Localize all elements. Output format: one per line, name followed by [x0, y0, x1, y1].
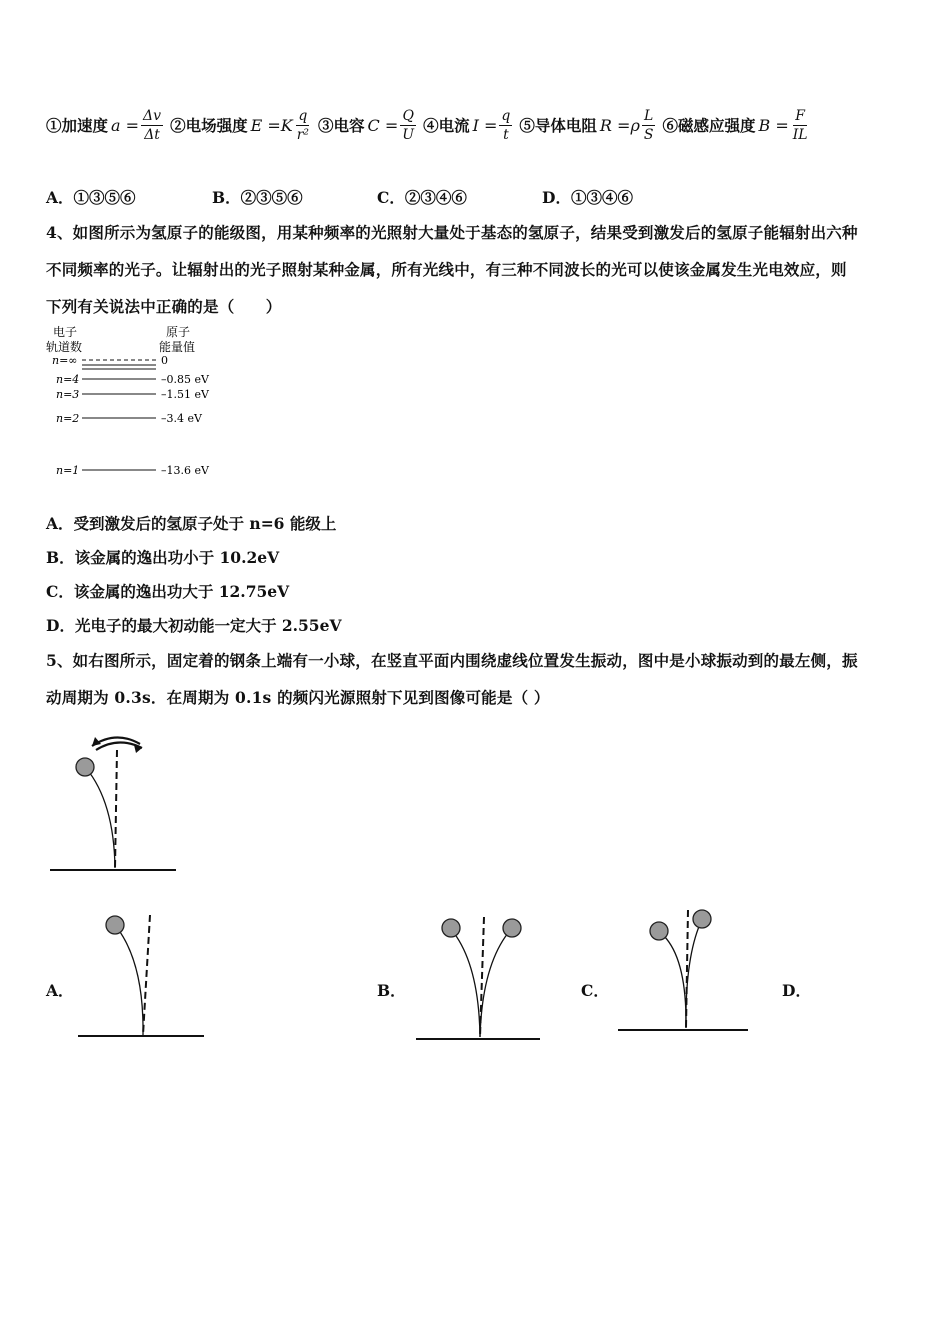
- fraction-denominator: S: [643, 126, 654, 143]
- fraction-numerator: Δv: [143, 107, 162, 124]
- q4-option-d: D．光电子的最大初动能一定大于 2.55eV: [46, 616, 342, 635]
- formula-lhs: C =: [367, 115, 399, 135]
- fraction-denominator: r²: [296, 126, 310, 143]
- formula-lhs: E =K: [250, 115, 293, 135]
- q5-option-a-label: A．: [46, 981, 74, 1000]
- formula-label-6: ⑥磁感应强度: [662, 116, 756, 135]
- q5-option-b-figure: [412, 905, 547, 1045]
- fraction: [642, 107, 656, 144]
- level-label-inf: n=∞: [52, 354, 78, 367]
- formula-lhs: a =: [111, 115, 140, 135]
- formula-2: [251, 107, 311, 144]
- option-b-ball-left: [442, 919, 460, 937]
- formula-label-2: ②电场强度: [170, 116, 248, 135]
- fraction-numerator: L: [644, 107, 654, 124]
- formula-3: [368, 107, 417, 144]
- level-energy-3: –1.51 eV: [161, 388, 209, 401]
- fraction-numerator: F: [795, 107, 805, 124]
- fraction: [791, 107, 810, 144]
- option-c-rod-right: [686, 924, 700, 1028]
- option-c-ball-left: [650, 922, 668, 940]
- q5-option-a-figure: [74, 905, 209, 1045]
- q5-stem-line-2: 动周期为 0.3s．在周期为 0.1s 的频闪光源照射下见到图像可能是（ ）: [46, 688, 550, 707]
- diagram-right-header-2: 能量值: [159, 340, 196, 354]
- level-energy-inf: 0: [161, 354, 168, 367]
- fraction-denominator: IL: [792, 126, 808, 143]
- q4-stem-line-3: 下列有关说法中正确的是（ ）: [46, 297, 282, 316]
- steel-rod: [86, 768, 115, 868]
- formula-lhs: I =: [472, 115, 498, 135]
- diagram-left-header-1: 电子: [53, 325, 78, 339]
- q4-stem-line-1: 4、如图所示为氢原子的能级图，用某种频率的光照射大量处于基态的氢原子，结果受到激发后的氢原子能辐射出六种: [46, 223, 858, 242]
- fraction-denominator: t: [503, 126, 509, 143]
- option-c-rod-left: [664, 936, 686, 1028]
- q5-option-c-figure: [614, 900, 754, 1040]
- option-a-dashed-line: [143, 915, 150, 1035]
- level-energy-4: –0.85 eV: [161, 373, 209, 386]
- energy-level-diagram: [40, 322, 240, 482]
- ball: [76, 758, 94, 776]
- q3-option-b: B．②③⑤⑥: [212, 188, 303, 207]
- formula-6: [758, 107, 809, 144]
- q5-main-figure: [44, 722, 184, 877]
- q5-option-c-label: C．: [581, 981, 609, 1000]
- formula-1: [111, 107, 163, 144]
- formula-lhs: R =ρ: [599, 115, 640, 135]
- formula-lhs: B =: [758, 115, 789, 135]
- fraction-denominator: Δt: [144, 126, 160, 143]
- fraction-numerator: q: [298, 107, 308, 124]
- formula-label-4: ④电流: [423, 116, 470, 135]
- q4-option-c: C．该金属的逸出功大于 12.75eV: [46, 582, 290, 601]
- fraction: [295, 107, 311, 144]
- q3-option-a: A．①③⑤⑥: [46, 188, 136, 207]
- level-label-2: n=2: [56, 412, 80, 425]
- formula-label-3: ③电容: [318, 116, 365, 135]
- formula-label-1: ①加速度: [46, 116, 109, 135]
- q3-option-d: D．①③④⑥: [542, 188, 633, 207]
- formula-4: [473, 107, 513, 144]
- option-b-ball-right: [503, 919, 521, 937]
- diagram-left-header-2: 轨道数: [46, 340, 83, 354]
- formula-label-5: ⑤导体电阻: [519, 116, 597, 135]
- q3-formula-row: [46, 100, 813, 150]
- option-c-ball-right: [693, 910, 711, 928]
- option-b-rod-right: [480, 933, 508, 1037]
- diagram-right-header-1: 原子: [166, 325, 191, 339]
- level-energy-1: –13.6 eV: [161, 464, 209, 477]
- fraction-denominator: U: [402, 126, 415, 143]
- q3-option-c: C．②③④⑥: [377, 188, 467, 207]
- q5-option-b-label: B．: [377, 981, 406, 1000]
- q4-option-b: B．该金属的逸出功小于 10.2eV: [46, 548, 280, 567]
- q4-option-a: A．受到激发后的氢原子处于 n=6 能级上: [46, 514, 337, 533]
- level-energy-2: –3.4 eV: [161, 412, 202, 425]
- q5-option-d-label: D．: [782, 981, 811, 1000]
- q5-stem-line-1: 5、如右图所示，固定着的钢条上端有一小球，在竖直平面内围绕虚线位置发生振动，图中是小球振动到的最左侧，振: [46, 651, 858, 670]
- option-b-rod-left: [454, 933, 480, 1037]
- fraction: [499, 107, 512, 144]
- fraction: [141, 107, 163, 144]
- option-a-rod: [118, 929, 143, 1035]
- option-a-ball: [106, 916, 124, 934]
- level-label-4: n=4: [56, 373, 80, 386]
- fraction: [400, 107, 416, 144]
- fraction-numerator: q: [501, 107, 511, 124]
- equilibrium-dashed-line: [115, 750, 117, 868]
- level-label-3: n=3: [56, 388, 80, 401]
- level-label-1: n=1: [56, 464, 80, 477]
- fraction-numerator: Q: [402, 107, 414, 124]
- q4-stem-line-2: 不同频率的光子。让辐射出的光子照射某种金属，所有光线中，有三种不同波长的光可以使该金属发生光电效应，则: [46, 260, 847, 279]
- formula-5: [600, 107, 656, 144]
